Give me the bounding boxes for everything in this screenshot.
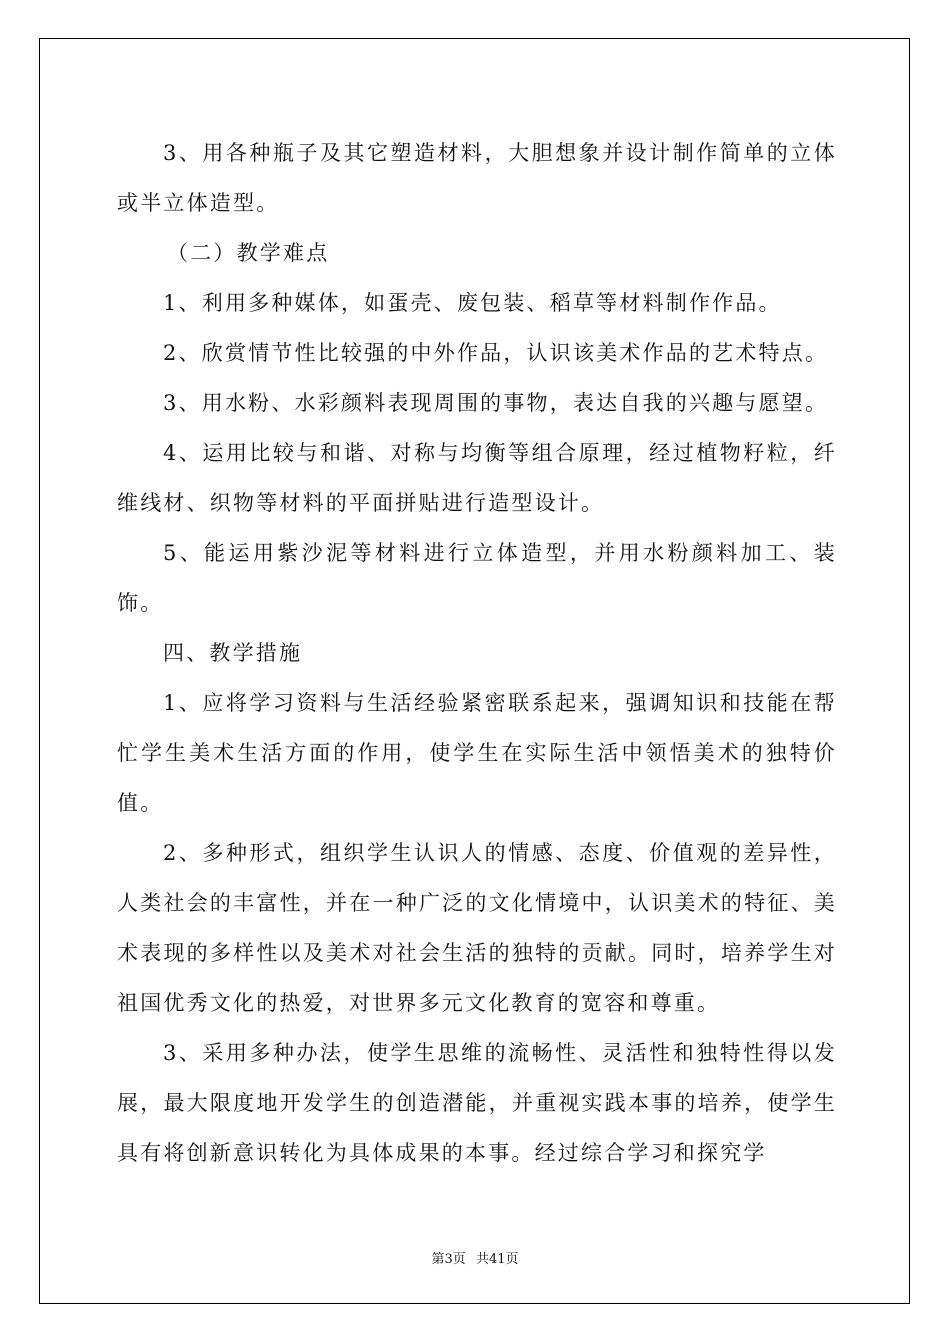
page-footer: [0, 1248, 950, 1267]
paragraph: 3、采用多种办法，使学生思维的流畅性、灵活性和独特性得以发展，最大限度地开发学生的创造潜能，并重视实践本事的培养，使学生具有将创新意识转化为具体成果的本事。经过综合学习和探究学: [117, 1041, 837, 1165]
paragraph: 2、欣赏情节性比较强的中外作品，认识该美术作品的艺术特点。: [163, 341, 829, 365]
paragraph: 4、运用比较与和谐、对称与均衡等组合原理，经过植物籽粒，纤维线材、织物等材料的平面拼贴进行造型设计。: [117, 441, 837, 515]
paragraph: 5、能运用紫沙泥等材料进行立体造型，并用水粉颜料加工、装饰。: [117, 541, 837, 615]
document-body: [117, 128, 837, 1178]
section-heading: 四、教学措施: [163, 641, 303, 665]
paragraph: 1、利用多种媒体，如蛋壳、废包装、稻草等材料制作作品。: [163, 291, 782, 315]
page-number: 第3页: [431, 1252, 466, 1267]
paragraph: 3、用各种瓶子及其它塑造材料，大胆想象并设计制作简单的立体或半立体造型。: [117, 141, 837, 215]
paragraph: 3、用水粉、水彩颜料表现周围的事物，表达自我的兴趣与愿望。: [163, 391, 829, 415]
page-total: 共41页: [475, 1252, 519, 1267]
paragraph: 2、多种形式，组织学生认识人的情感、态度、价值观的差异性，人类社会的丰富性，并在一种广泛的文化情境中，认识美术的特征、美术表现的多样性以及美术对社会生活的独特的贡献。同时，培养学生对祖国优秀文化的热爱，对世界多元文化教育的宽容和尊重。: [117, 841, 837, 1015]
section-heading: （二）教学难点: [167, 241, 330, 265]
paragraph: 1、应将学习资料与生活经验紧密联系起来，强调知识和技能在帮忙学生美术生活方面的作用，使学生在实际生活中领悟美术的独特价值。: [117, 691, 837, 815]
